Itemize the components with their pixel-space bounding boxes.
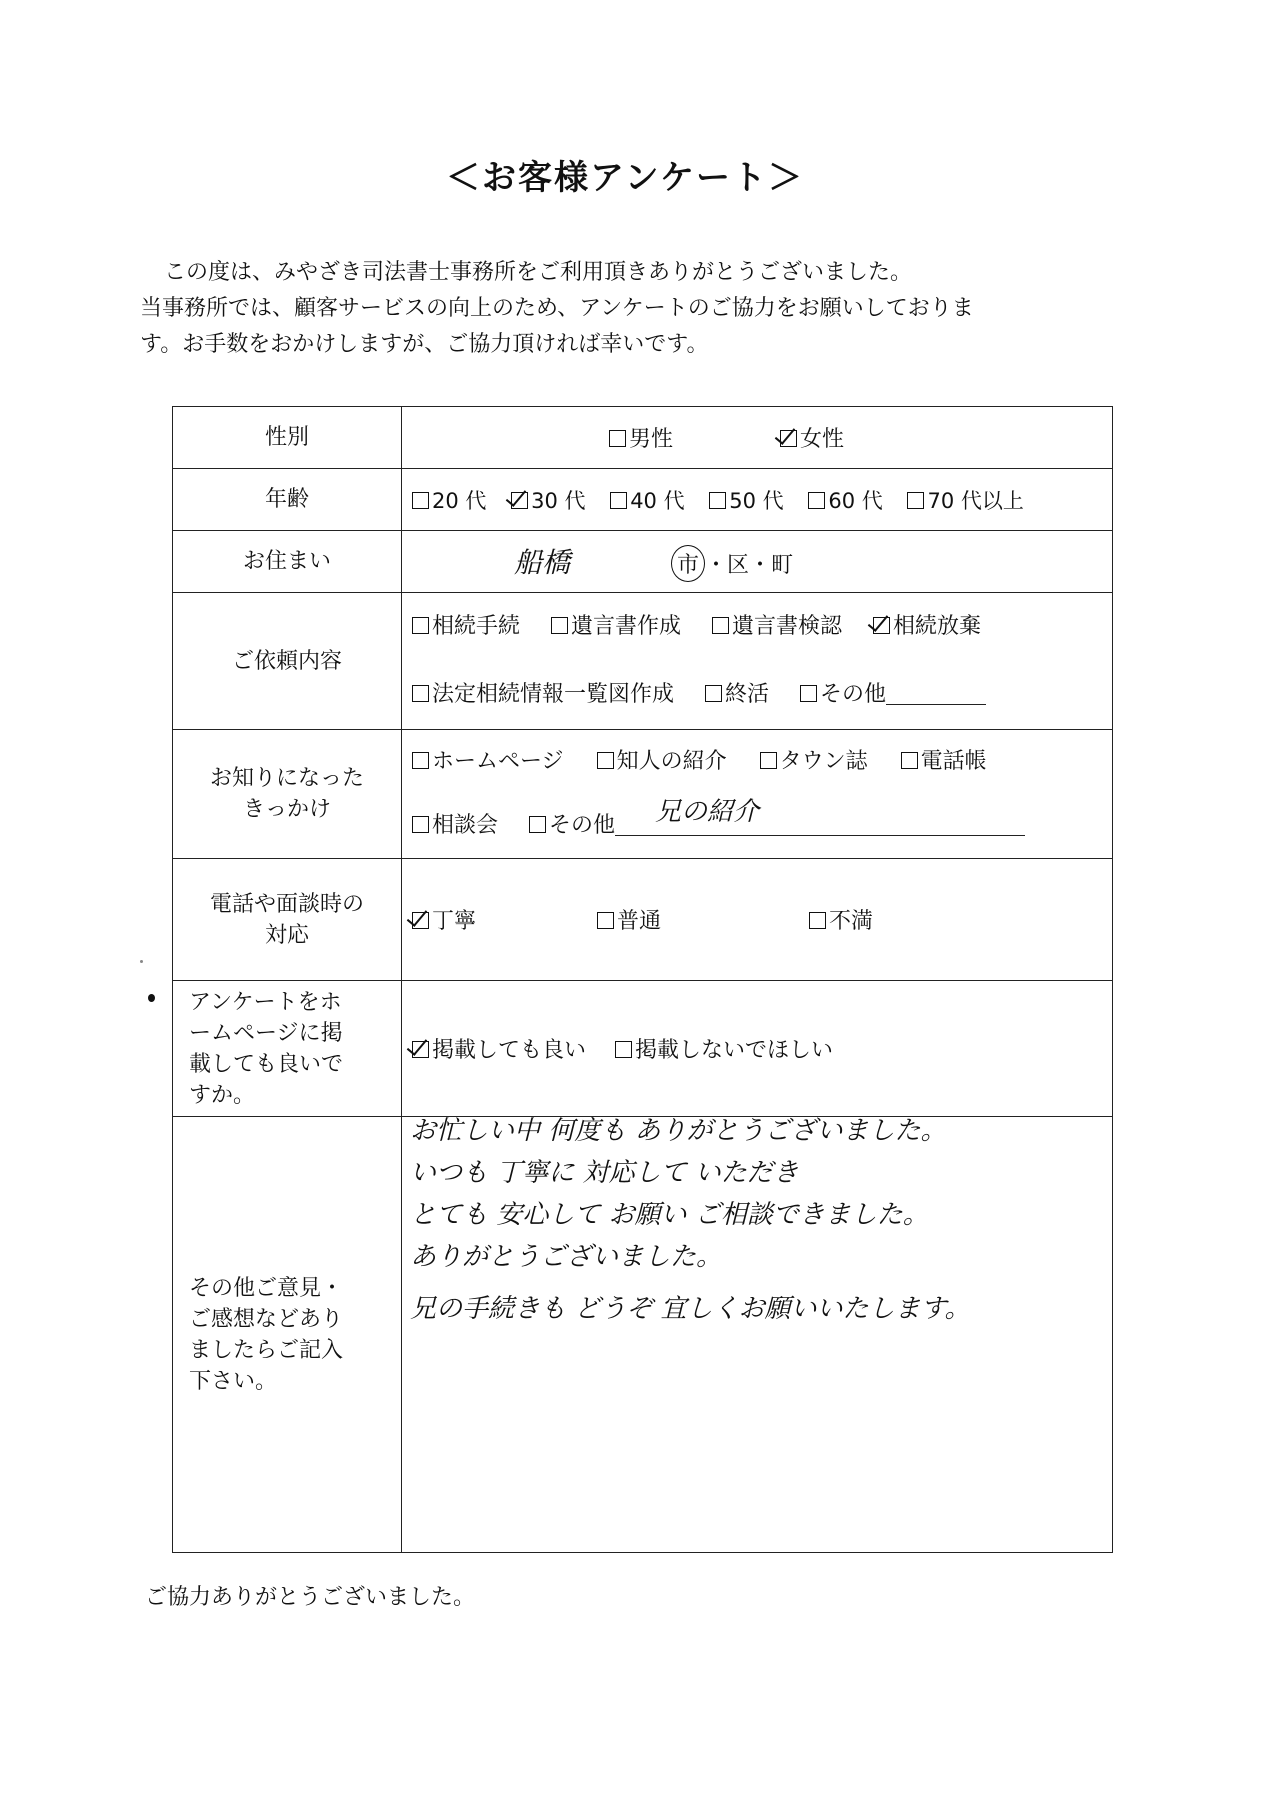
source-option-town-magazine[interactable]: タウン誌 [760, 730, 868, 794]
checkbox[interactable] [907, 492, 924, 509]
intro-line-1: この度は、みやざき司法書士事務所をご利用頂きありがとうございました。 [164, 260, 913, 285]
comment-line-3: とても 安心して お願い ご相談できました。 [410, 1200, 929, 1230]
service-options [402, 859, 1113, 981]
request-option-heirs-chart[interactable]: 法定相続情報一覧図作成 [412, 661, 674, 729]
request-option-end-of-life[interactable]: 終活 [705, 661, 769, 729]
survey-table [172, 406, 1113, 1553]
request-options [402, 593, 1113, 730]
checkbox[interactable] [610, 492, 627, 509]
source-option-seminar[interactable]: 相談会 [412, 794, 498, 858]
address-city-handwritten: 船橋 [514, 546, 571, 579]
checkbox[interactable] [529, 816, 546, 833]
checkbox[interactable] [705, 685, 722, 702]
comment-line-2: いつも 丁寧に 対応して いただき [410, 1158, 799, 1188]
service-option-dissatisfied[interactable]: 不満 [809, 904, 873, 935]
row-gender [173, 407, 1113, 469]
publish-label: アンケートをホ ームページに掲 載しても良いで すか。 [173, 981, 402, 1117]
request-option-renunciation[interactable]: 相続放棄 [873, 593, 981, 661]
page-title: ＜お客様アンケート＞ [446, 158, 804, 198]
age-option-60[interactable]: 60 代 [808, 485, 882, 515]
gender-option-female[interactable]: 女性 [780, 422, 844, 453]
checkbox[interactable] [760, 752, 777, 769]
publish-options [402, 981, 1113, 1117]
row-age [173, 469, 1113, 531]
source-label: お知りになった きっかけ [173, 730, 402, 859]
checkbox[interactable] [901, 752, 918, 769]
request-label: ご依頼内容 [173, 593, 402, 730]
comment-line-5: 兄の手続きも どうぞ 宜しくお願いいたします。 [410, 1294, 971, 1324]
row-address [173, 531, 1113, 593]
checkbox[interactable] [800, 685, 817, 702]
intro-text [140, 255, 1140, 363]
checkbox[interactable] [597, 912, 614, 929]
checkbox[interactable] [709, 492, 726, 509]
checkbox-checked[interactable] [780, 430, 797, 447]
row-source [173, 730, 1113, 859]
checkbox-checked[interactable] [412, 912, 429, 929]
source-option-other[interactable]: その他 兄の紹介 [529, 794, 1025, 858]
checkbox[interactable] [412, 492, 429, 509]
request-option-inheritance[interactable]: 相続手続 [412, 593, 520, 661]
service-option-polite[interactable]: 丁寧 [412, 904, 590, 935]
request-option-will-drafting[interactable]: 遺言書作成 [551, 593, 681, 661]
request-option-will-probate[interactable]: 遺言書検認 [712, 593, 842, 661]
age-option-40[interactable]: 40 代 [610, 485, 684, 515]
age-label: 年齢 [173, 469, 402, 531]
row-publish [173, 981, 1113, 1117]
request-other-blank[interactable] [886, 684, 986, 705]
service-option-normal[interactable]: 普通 [597, 904, 802, 935]
comments-label: その他ご意見・ ご感想などあり ましたらご記入 下さい。 [173, 1117, 402, 1553]
intro-line-2: 当事務所では、顧客サービスの向上のため、アンケートのご協力をお願いしておりま [140, 296, 974, 321]
comment-line-4: ありがとうございました。 [410, 1242, 723, 1272]
scan-speck [140, 960, 143, 963]
checkbox[interactable] [615, 1041, 632, 1058]
checkbox[interactable] [809, 912, 826, 929]
footer-thanks: ご協力ありがとうございました。 [145, 1585, 476, 1610]
age-option-30[interactable]: 30 代 [511, 485, 585, 515]
gender-options [402, 407, 1113, 469]
age-option-70plus[interactable]: 70 代以上 [907, 485, 1023, 515]
checkbox[interactable] [412, 816, 429, 833]
row-service [173, 859, 1113, 981]
row-request [173, 593, 1113, 730]
request-option-other[interactable]: その他 [800, 661, 986, 729]
checkbox[interactable] [712, 617, 729, 634]
comments-handwritten [410, 1110, 1070, 1330]
source-option-homepage[interactable]: ホームページ [412, 730, 564, 794]
age-option-20[interactable]: 20 代 [412, 485, 486, 515]
checkbox-checked[interactable] [873, 617, 890, 634]
source-other-handwritten: 兄の紹介 [655, 797, 760, 827]
address-unit-circled: 市 [671, 545, 705, 582]
checkbox[interactable] [597, 752, 614, 769]
address-field[interactable]: 船橋 市 ・区・町 [402, 531, 1113, 593]
checkbox[interactable] [551, 617, 568, 634]
checkbox[interactable] [609, 430, 626, 447]
checkbox[interactable] [412, 752, 429, 769]
publish-option-deny[interactable]: 掲載しないでほしい [615, 1033, 833, 1064]
service-label: 電話や面談時の 対応 [173, 859, 402, 981]
gender-label: 性別 [173, 407, 402, 469]
publish-option-allow[interactable]: 掲載しても良い [412, 1033, 586, 1064]
source-options [402, 730, 1113, 859]
scan-speck [148, 994, 155, 1002]
source-option-acquaintance[interactable]: 知人の紹介 [597, 730, 727, 794]
checkbox[interactable] [808, 492, 825, 509]
intro-line-3: す。お手数をおかけしますが、ご協力頂ければ幸いです。 [140, 332, 709, 357]
source-option-phonebook[interactable]: 電話帳 [901, 730, 987, 794]
address-label: お住まい [173, 531, 402, 593]
checkbox-checked[interactable] [511, 492, 528, 509]
gender-option-male[interactable]: 男性 [609, 422, 673, 453]
age-option-50[interactable]: 50 代 [709, 485, 783, 515]
checkbox[interactable] [412, 685, 429, 702]
comment-line-1: お忙しい中 何度も ありがとうございました。 [410, 1116, 947, 1146]
checkbox-checked[interactable] [412, 1041, 429, 1058]
age-options [402, 469, 1113, 531]
checkbox[interactable] [412, 617, 429, 634]
